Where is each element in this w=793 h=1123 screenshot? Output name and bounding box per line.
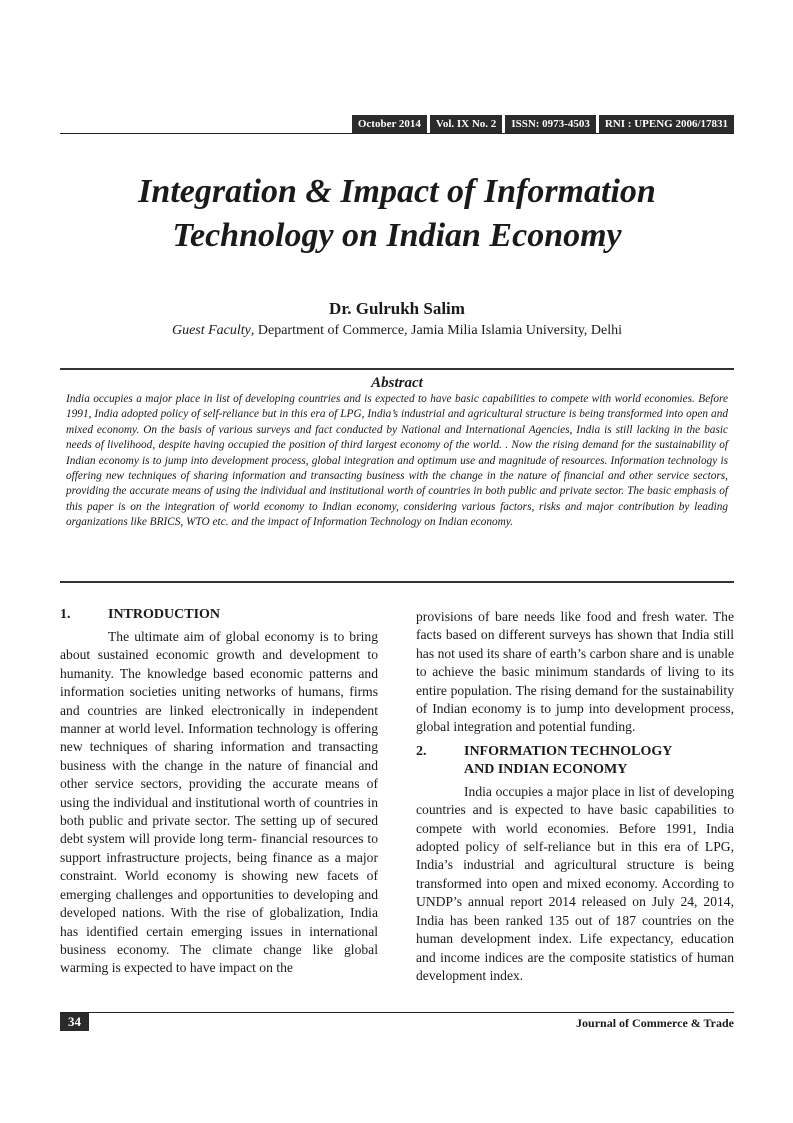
- section-2-title-line-2: AND INDIAN ECONOMY: [464, 761, 628, 777]
- issn: ISSN: 0973-4503: [505, 115, 596, 134]
- issue-date: October 2014: [352, 115, 427, 134]
- left-column: [60, 606, 378, 978]
- footer-rule: [60, 1012, 734, 1013]
- section-2-number: 2.: [416, 743, 427, 759]
- abstract-top-rule: [60, 368, 734, 370]
- issue-volume: Vol. IX No. 2: [430, 115, 502, 134]
- right-column: [416, 608, 734, 985]
- title-line-1: Integration & Impact of Information: [138, 173, 656, 210]
- section-1-heading: [60, 606, 378, 624]
- section-1-continuation: provisions of bare needs like food and fresh water. The facts based on different surveys has shown that India still has not used its share of earth’s carbon share and is unable to achieve the basic minimum standards of living to its entire population. The rising demand for the sustainability of Indian economy is to jump into development process, global integration and potential funding.: [416, 609, 734, 735]
- author-role: Guest Faculty: [171, 323, 251, 338]
- issue-info-bar: [352, 115, 734, 134]
- author-affiliation: [60, 323, 734, 339]
- author-name: Dr. Gulrukh Salim: [329, 299, 465, 318]
- title-line-2: Technology on Indian Economy: [172, 217, 622, 254]
- page-number: 34: [60, 1013, 89, 1031]
- affiliation-text: , Department of Commerce, Jamia Milia Islamia University, Delhi: [250, 323, 623, 338]
- abstract-heading: Abstract: [371, 375, 423, 391]
- header-rule: [60, 133, 734, 134]
- section-2-paragraph: India occupies a major place in list of developing countries and is expected to have basic capabilities to compete with world economies. Before 1991, India adopted policy of self-reliance but in this era of LPG, India’s industrial and agricultural structure is being transformed into open and mixed economy. According to UNDP’s annual report 2014 released on July 24, 2014, India has been ranked 135 out of 187 countries on the human development index. Life expectancy, education and income indices are the composite statistics of human development index.: [416, 783, 734, 983]
- rni-number: RNI : UPENG 2006/17831: [599, 115, 734, 134]
- section-2-heading: [416, 743, 734, 779]
- section-2-title: [464, 743, 672, 779]
- section-1-number: 1.: [60, 607, 71, 622]
- abstract-bottom-rule: [60, 581, 734, 583]
- journal-name: Journal of Commerce & Trade: [576, 1016, 734, 1030]
- paper-title: [60, 170, 734, 258]
- section-1-title: INTRODUCTION: [108, 607, 221, 622]
- section-2-title-line-1: INFORMATION TECHNOLOGY: [464, 743, 673, 759]
- section-1-paragraph: The ultimate aim of global economy is to bring about sustained economic growth and development to humanity. The knowledge based economic patterns and information societies uniting networks of humans, firms and countries are linked electronically in independent manner at world level. Information technology is offering new techniques of sharing information and transacting business with the change in the nature of financial and other service sectors, providing the accurate means of using the individual and institutional worth of countries in both public and private sector. The setting up of secured debt system will provide long term- financial resources to support infrastructure projects, being finance as a major constraint. World economy is showing new facets of emerging challenges and opportunities to developing and developed nations. With the rise of globalization, India has identified certain emerging issues in international business economy. The climate change like global warming is expected to have impact on the: [60, 629, 378, 976]
- abstract-text: India occupies a major place in list of developing countries and is expected to have basic capabilities to compete with world economies. Before 1991, India adopted policy of self-reliance but in this era of LPG, India’s industrial and agricultural structure is being transformed into open and mixed economy. On the basis of various surveys and fact conducted by National and International Agencies, India is still lacking in the basic needs of livelihood, despite having occupied the position of third largest economy of the world. . Now the rising demand for the sustainability of Indian economy is to jump into development process, global integration and optimum use and magnitude of resources. Information technology is offering new techniques of sharing information and transacting business with the change in the nature of financial and other service sectors, providing the accurate means of using the individual and institutional worth of countries in both public and private sector. The basic emphasis of this paper is on the integration of world economy to Indian economy, considering various factors, risks and major contribution by leading organizations like BRICS, WTO etc. and the impact of Information Technology on Indian economy.: [66, 393, 728, 529]
